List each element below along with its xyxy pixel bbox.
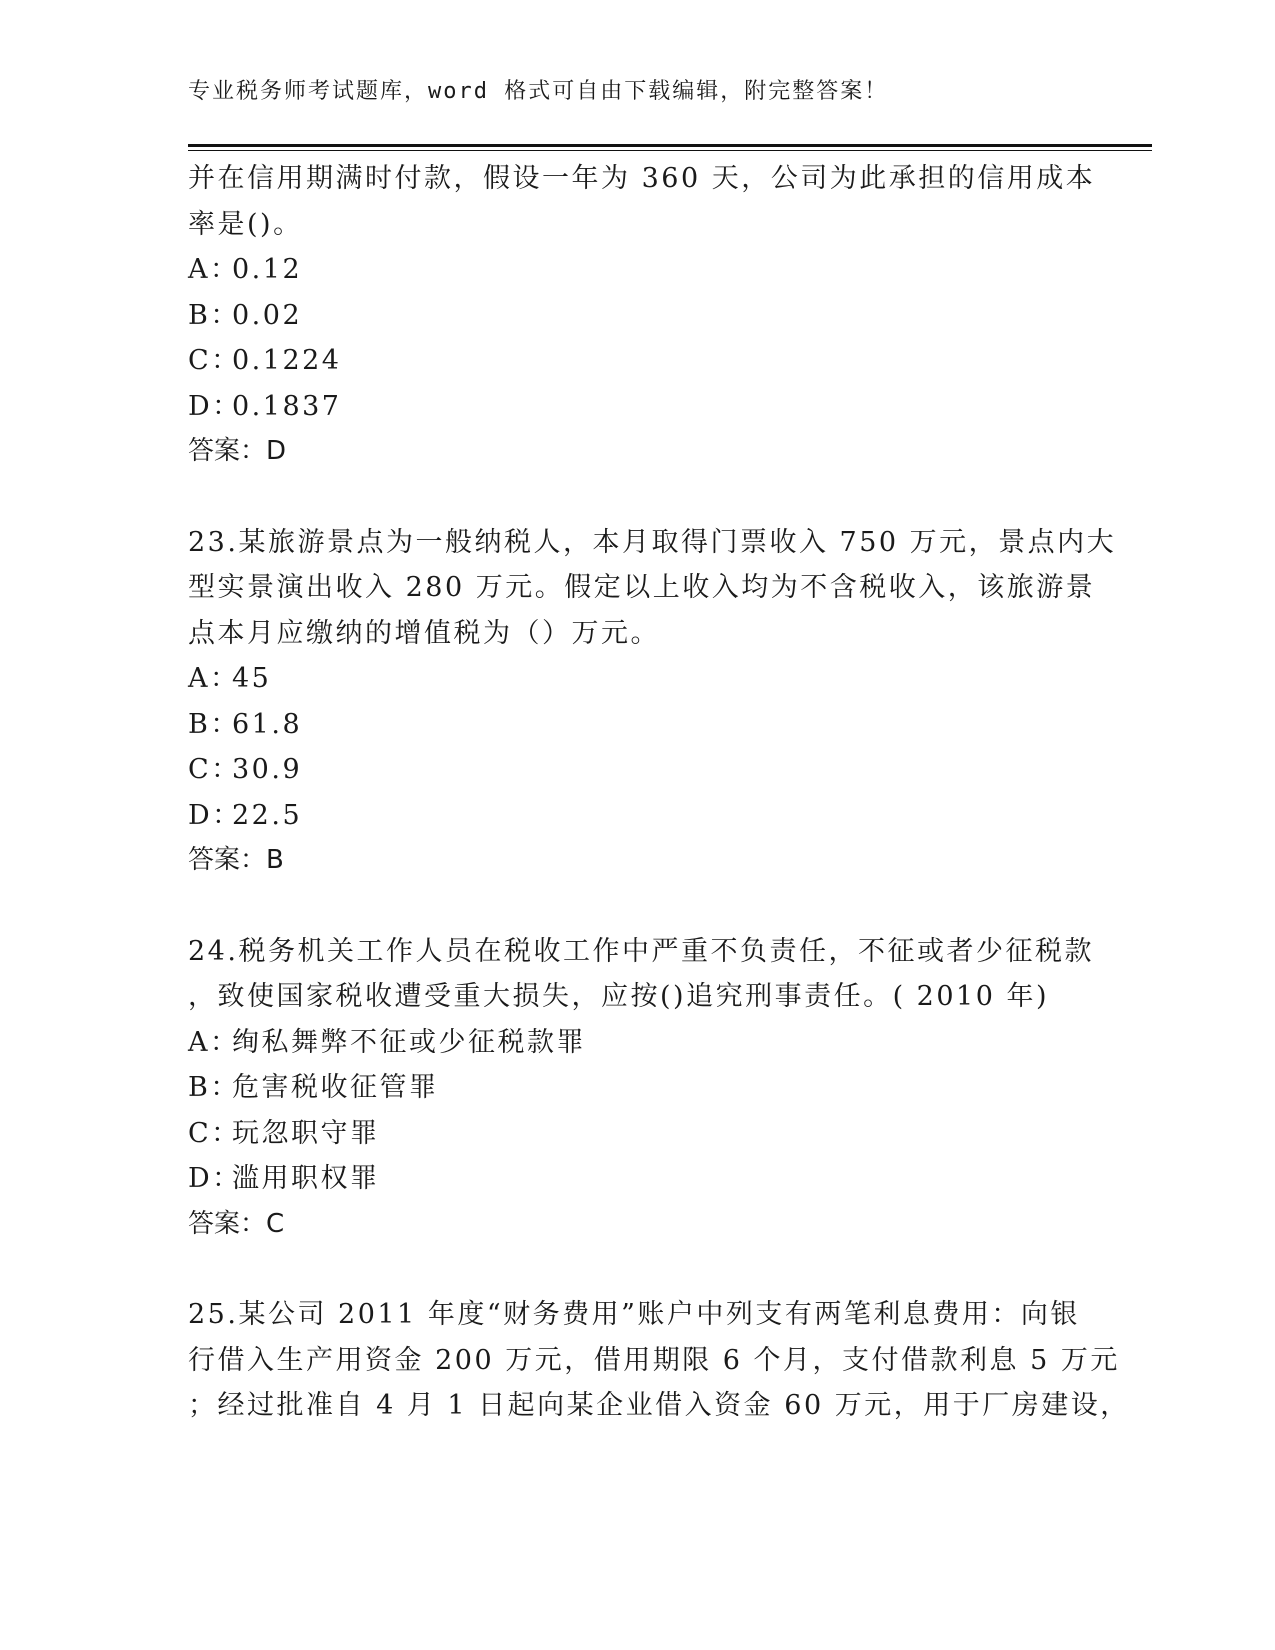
question-stem-line: 点本月应缴纳的增值税为（）万元。 bbox=[188, 617, 660, 649]
option-label: C： bbox=[188, 345, 241, 376]
option-text: 30.9 bbox=[232, 754, 303, 785]
option-label: D： bbox=[188, 799, 242, 831]
option-c bbox=[188, 338, 1088, 384]
option-d bbox=[188, 793, 1088, 839]
question-24 bbox=[188, 929, 1094, 1248]
option-text: 玩忽职守罪 bbox=[232, 1117, 380, 1149]
answer-line: 答案：C bbox=[188, 1208, 285, 1239]
option-label: C： bbox=[188, 754, 241, 785]
option-d bbox=[188, 384, 1088, 430]
spacer bbox=[188, 1247, 1088, 1292]
option-label: D： bbox=[188, 1163, 242, 1194]
question-stem-line: 23.某旅游景点为一般纳税人，本月取得门票收入 750 万元，景点内大 bbox=[188, 526, 1117, 558]
question-stem-line: 24.税务机关工作人员在税收工作中严重不负责任，不征或者少征税款 bbox=[188, 935, 1094, 967]
option-text: 危害税收征管罪 bbox=[232, 1072, 439, 1103]
option-text: 0.1837 bbox=[232, 390, 342, 422]
header-divider-thick bbox=[188, 144, 1152, 147]
option-text: 绚私舞弊不征或少征税款罪 bbox=[232, 1026, 586, 1058]
option-label: D： bbox=[188, 390, 242, 422]
question-stem-line: 型实景演出收入 280 万元。假定以上收入均为不含税收入，该旅游景 bbox=[188, 572, 1096, 603]
spacer bbox=[188, 884, 1088, 929]
question-25 bbox=[188, 1292, 1130, 1429]
question-stem-line: 并在信用期满时付款，假设一年为 360 天，公司为此承担的信用成本 bbox=[188, 163, 1096, 194]
question-22 bbox=[188, 156, 1096, 475]
option-text: 45 bbox=[232, 663, 272, 694]
option-label: A： bbox=[188, 663, 240, 694]
option-b bbox=[188, 293, 1088, 339]
header-divider-thin bbox=[188, 150, 1152, 151]
question-stem-line: 率是()。 bbox=[188, 208, 303, 240]
option-label: C： bbox=[188, 1117, 241, 1149]
option-label: B： bbox=[188, 1072, 240, 1103]
option-text: 0.02 bbox=[232, 299, 303, 331]
option-label: B： bbox=[188, 708, 240, 740]
option-label: A： bbox=[188, 1026, 240, 1058]
question-stem-line: 行借入生产用资金 200 万元，借用期限 6 个月，支付借款利息 5 万元 bbox=[188, 1344, 1120, 1376]
question-stem-line: ；经过批准自 4 月 1 日起向某企业借入资金 60 万元，用于厂房建设， bbox=[188, 1390, 1130, 1421]
answer-line: 答案：B bbox=[188, 845, 284, 875]
option-label: A： bbox=[188, 254, 240, 285]
option-a bbox=[188, 656, 1088, 702]
option-text: 22.5 bbox=[232, 799, 303, 831]
option-text: 0.1224 bbox=[232, 345, 342, 376]
answer-line: 答案：D bbox=[188, 436, 287, 466]
question-23 bbox=[188, 520, 1117, 884]
option-a bbox=[188, 1020, 1088, 1066]
question-stem-line: 25.某公司 2011 年度“财务费用”账户中列支有两笔利息费用：向银 bbox=[188, 1299, 1080, 1330]
option-text: 61.8 bbox=[232, 708, 303, 740]
option-text: 0.12 bbox=[232, 254, 303, 285]
option-label: B： bbox=[188, 299, 240, 331]
option-b bbox=[188, 702, 1088, 748]
option-a bbox=[188, 247, 1088, 293]
spacer bbox=[188, 475, 1088, 520]
option-b bbox=[188, 1065, 1088, 1111]
question-stem-line: ，致使国家税收遭受重大损失，应按()追究刑事责任。( 2010 年) bbox=[188, 981, 1050, 1012]
option-text: 滥用职权罪 bbox=[232, 1163, 380, 1194]
option-d bbox=[188, 1156, 1088, 1202]
page-header: 专业税务师考试题库，word 格式可自由下载编辑，附完整答案！ bbox=[188, 79, 889, 104]
document-body bbox=[188, 156, 1130, 1429]
option-c bbox=[188, 1111, 1088, 1157]
option-c bbox=[188, 747, 1088, 793]
